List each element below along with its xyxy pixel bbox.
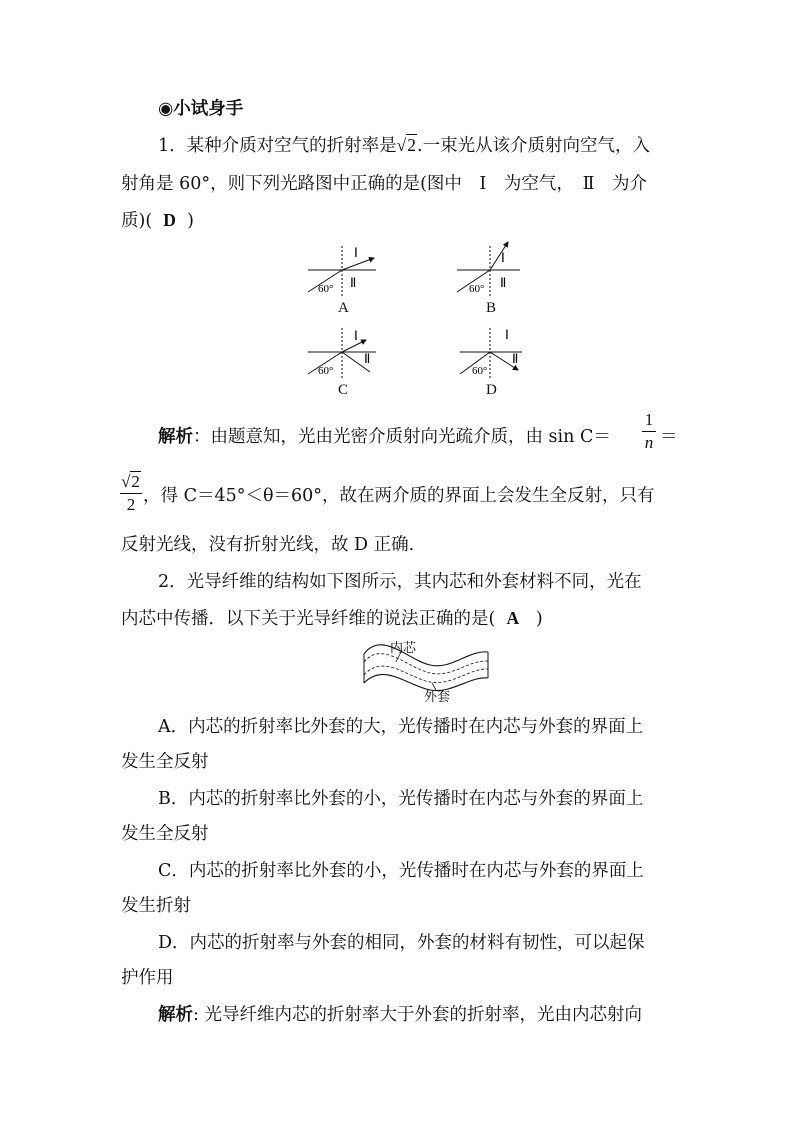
q2-analysis-line-1: 解析: 光导纤维内芯的折射率大于外套的折射率，光由内芯射向 xyxy=(158,1005,642,1025)
q1-figures xyxy=(0,236,794,406)
q1-line-3: 质)( D ) xyxy=(121,210,194,231)
figure-a-angle: 60° xyxy=(318,283,334,295)
fiber-inner-label: 内芯 xyxy=(390,641,417,656)
figure-c-angle: 60° xyxy=(318,365,334,377)
figure-b-angle: 60° xyxy=(469,283,485,295)
figure-c xyxy=(308,328,376,378)
figure-a xyxy=(308,245,376,296)
option-b-line-1: B．内芯的折射率比外套的小，光传播时在内芯与外套的界面上 xyxy=(158,789,644,809)
section-heading xyxy=(158,97,718,121)
option-b-line-2: 发生全反射 xyxy=(121,824,209,844)
figure-d-top: Ⅰ xyxy=(505,327,509,342)
option-d-line-1: D．内芯的折射率与外套的相同，外套的材料有韧性，可以起保 xyxy=(158,933,645,953)
option-c-line-1: C．内芯的折射率比外套的小，光传播时在内芯与外套的界面上 xyxy=(158,861,644,881)
q1-analysis-line-3: 反射光线，没有折射光线，故 D 正确. xyxy=(121,535,415,555)
q2-line-2: 内芯中传播．以下关于光导纤维的说法正确的是( A ) xyxy=(121,608,543,629)
q2-answer: A xyxy=(506,608,520,628)
option-a-line-1: A．内芯的折射率比外套的大，光传播时在内芯与外套的界面上 xyxy=(158,717,644,737)
figure-c-label: C xyxy=(338,382,349,398)
figure-c-bottom: Ⅱ xyxy=(364,351,371,366)
q1-analysis-line-2: ，得 C＝45°＜θ＝60°，故在两介质的界面上会发生全反射，只有 xyxy=(143,486,655,506)
q1-line-2: 射角是 60°，则下列光路图中正确的是(图中 Ⅰ 为空气， Ⅱ 为介 xyxy=(121,174,647,194)
fiber-outer-label: 外套 xyxy=(424,690,451,705)
figure-a-bottom: Ⅱ xyxy=(350,275,357,290)
option-a-line-2: 发生全反射 xyxy=(121,752,209,772)
q2-analysis-label: 解析 xyxy=(158,1005,193,1025)
figure-b xyxy=(457,242,520,296)
q1-analysis-label: 解析 xyxy=(158,427,193,447)
option-c-line-2: 发生折射 xyxy=(121,896,191,916)
q1-equals: ＝ xyxy=(660,427,678,447)
figure-c-top: Ⅰ xyxy=(354,328,358,343)
figure-d xyxy=(460,327,522,378)
figure-d-angle: 60° xyxy=(472,365,488,377)
bullet-icon: ◉ xyxy=(158,99,174,119)
fraction-1-over-n: 1 n xyxy=(642,410,656,453)
fraction-sqrt2-over-2: √2 2 xyxy=(120,472,142,515)
figure-d-bottom: Ⅱ xyxy=(512,351,519,366)
q2-line-1: 2．光导纤维的结构如下图所示，其内芯和外套材料不同，光在 xyxy=(158,572,642,592)
figure-a-top: Ⅰ xyxy=(354,245,358,260)
figure-b-bottom: Ⅱ xyxy=(500,275,507,290)
q1-analysis-line-1: 解析：由题意知，光由光密介质射向光疏介质，由 sin C＝ xyxy=(158,427,611,447)
section-title: 小试身手 xyxy=(173,99,244,119)
figure-a-label: A xyxy=(338,300,349,316)
figure-b-label: B xyxy=(486,300,497,316)
figure-b-top: Ⅰ xyxy=(501,250,505,265)
figure-d-label: D xyxy=(486,382,497,398)
option-d-line-2: 护作用 xyxy=(121,968,174,988)
q1-answer: D xyxy=(163,210,176,230)
q1-line-1: 1．某种介质对空气的折射率是√2.一束光从该介质射向空气，入 xyxy=(158,135,651,156)
sqrt-2: √2 xyxy=(396,135,416,155)
